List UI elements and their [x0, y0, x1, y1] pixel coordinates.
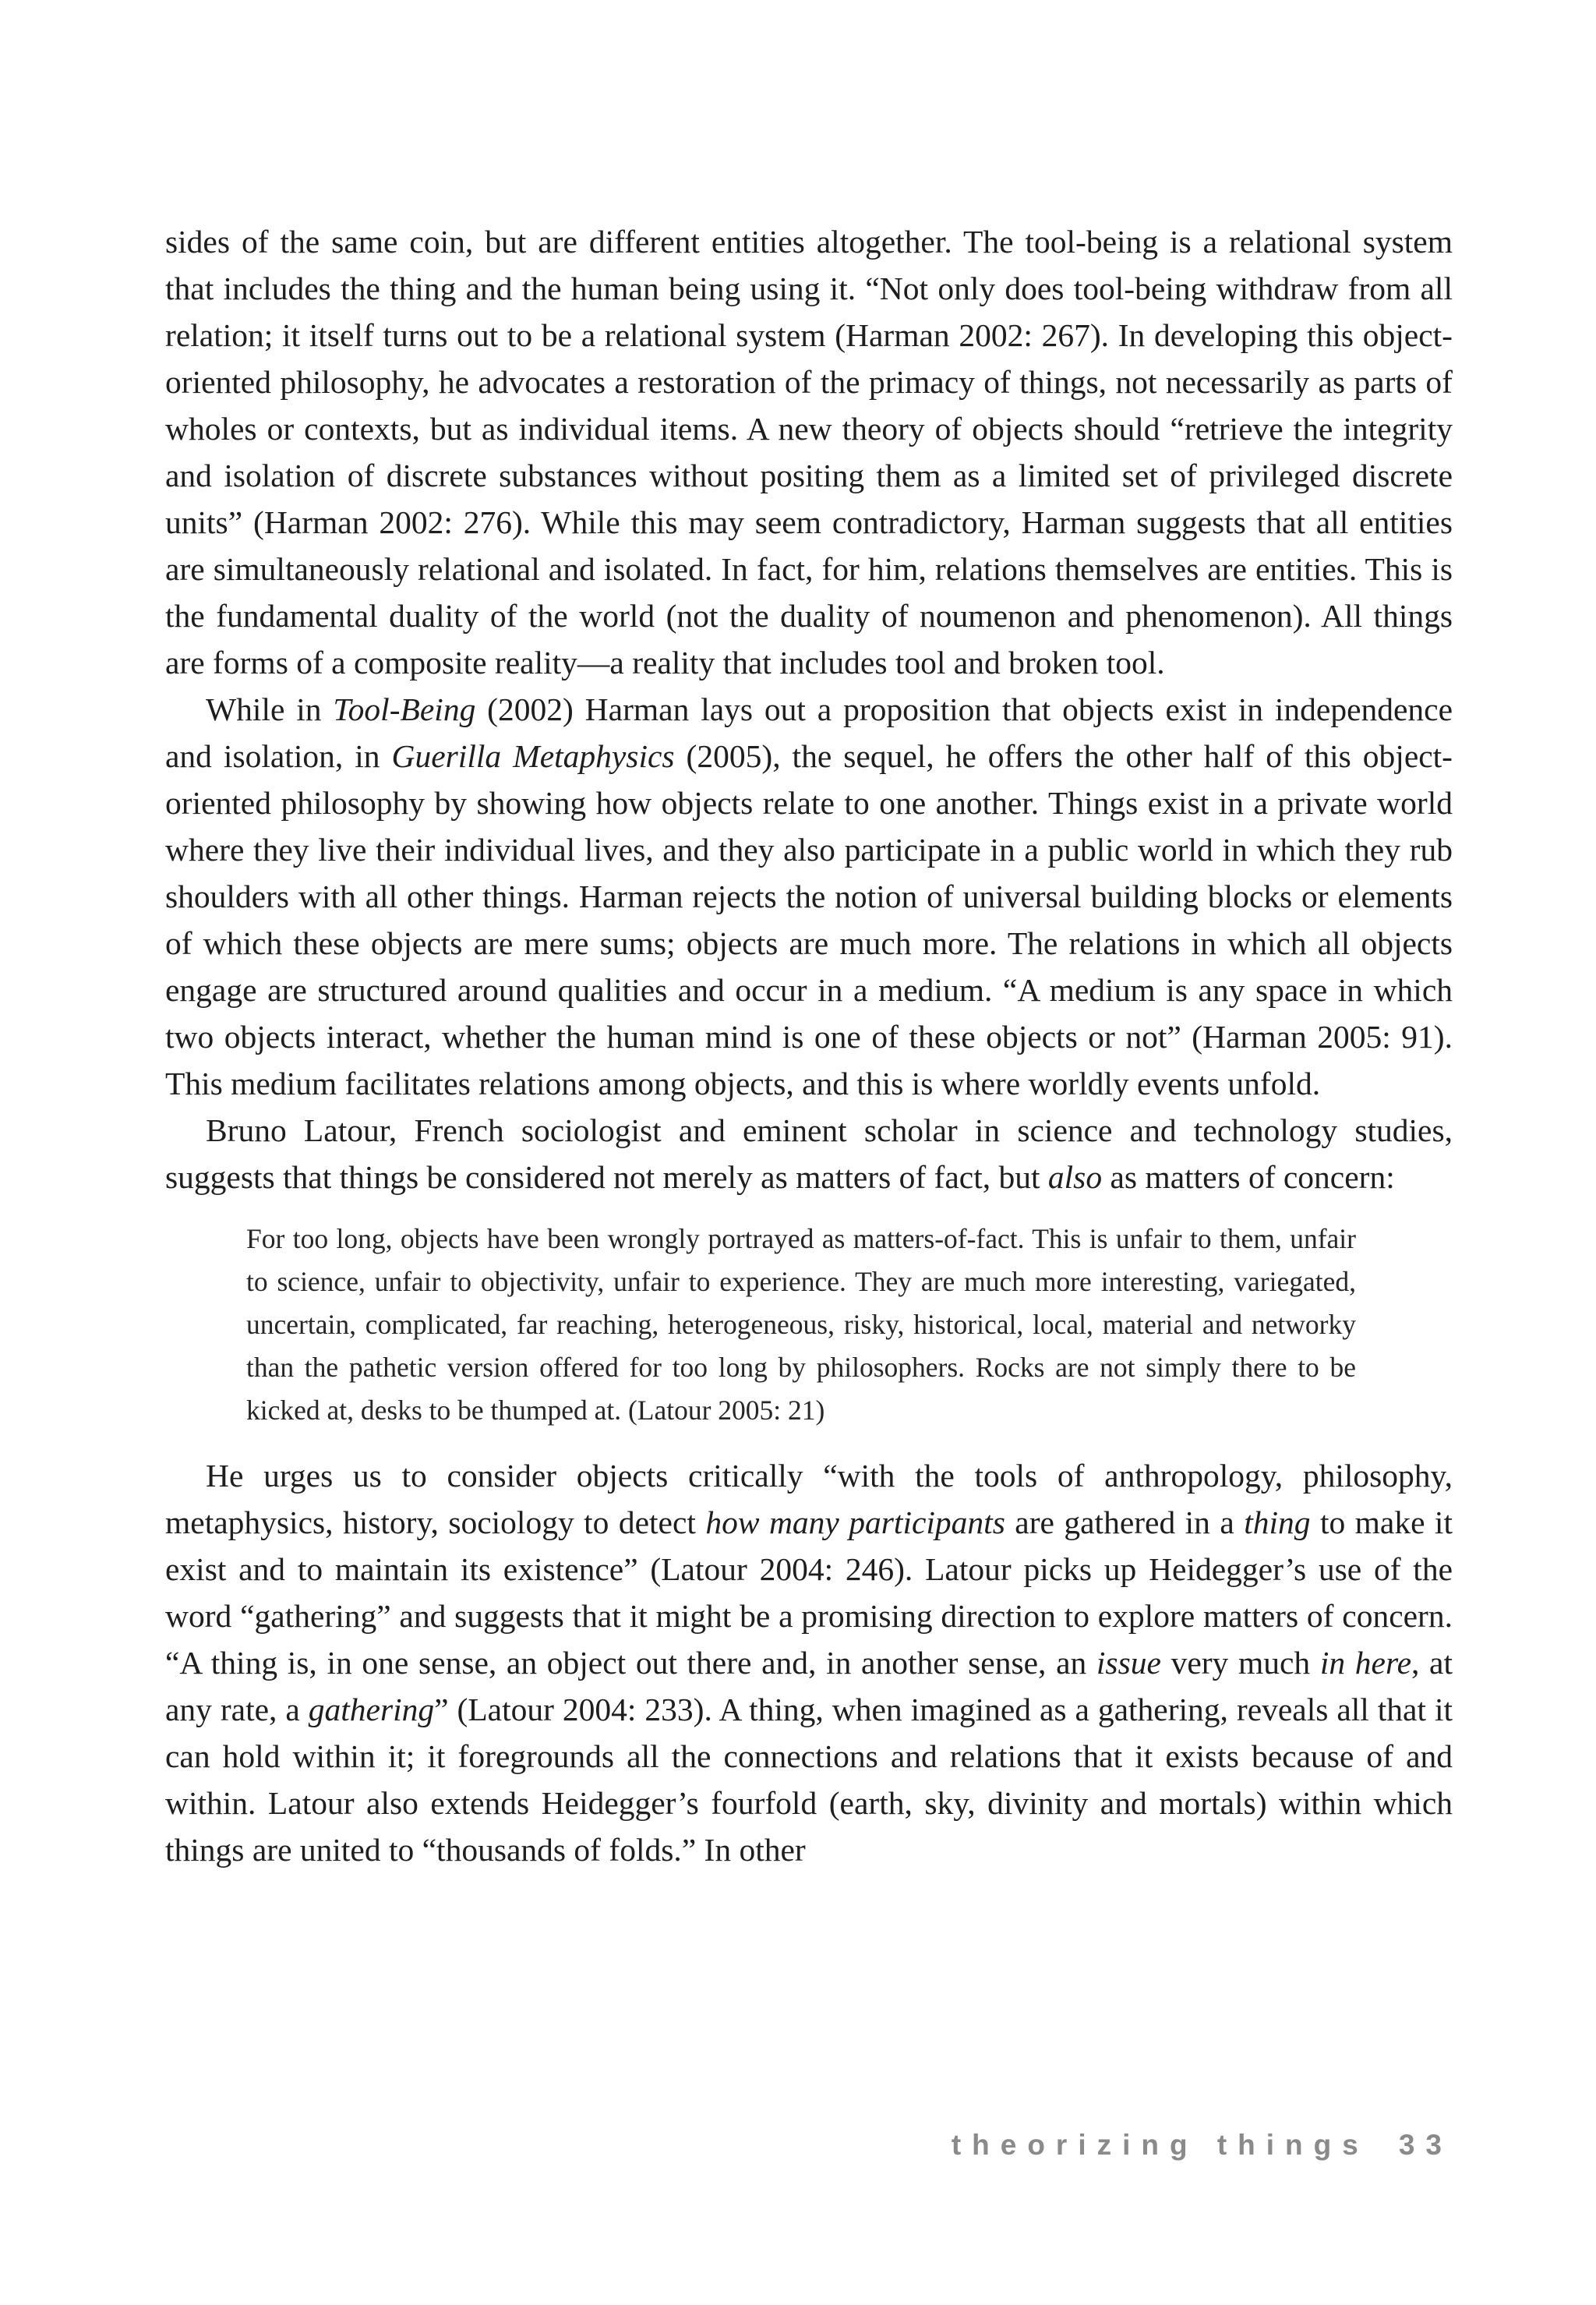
- running-footer: [952, 2129, 1453, 2162]
- text-run: He urges us to consider objects critically “with the tools of anthropology, philosophy, metaphysics, history, sociology to detect: [165, 1458, 1453, 1540]
- text-run: (2002) Harman lays out a proposition that objects exist in independence and isolation, in: [165, 691, 1453, 774]
- book-title-guerilla-metaphysics: Guerilla Metaphysics: [391, 738, 675, 774]
- text-run: Bruno Latour, French sociologist and eminent scholar in science and technology studies, suggests that things be considered not merely as matters of fact, but: [165, 1112, 1453, 1195]
- body-text: [165, 218, 1453, 1873]
- text-run: , at any rate, a: [165, 1645, 1453, 1727]
- emphasis: in here: [1319, 1645, 1411, 1681]
- emphasis: issue: [1096, 1645, 1161, 1681]
- paragraph: [165, 1452, 1453, 1873]
- running-title: theorizing things: [951, 2129, 1369, 2161]
- text-run: to make it exist and to maintain its existence” (Latour 2004: 246). Latour picks up Heidegger’s use of the word “gathering” and suggests that it might be a promising direction to explore matters of concern. “A thing is, in one sense, an object out there and, in another sense, an: [165, 1504, 1453, 1681]
- text-run: (2005), the sequel, he offers the other half of this object-oriented philosophy by showing how objects relate to one another. Things exist in a private world where they live their individual lives, and they also participate in a public world in which they rub shoulders with all other things. Harman rejects the notion of universal building blocks or elements of which these objects are mere sums; objects are much more. The relations in which all objects engage are structured around qualities and occur in a medium. “A medium is any space in which two objects interact, whether the human mind is one of these objects or not” (Harman 2005: 91). This medium facilitates relations among objects, and this is where worldly events unfold.: [165, 738, 1453, 1101]
- emphasis: thing: [1244, 1504, 1311, 1540]
- block-quote: [246, 1218, 1356, 1432]
- emphasis: also: [1047, 1159, 1103, 1195]
- emphasis: how many participants: [705, 1504, 1005, 1540]
- quote-text: For too long, objects have been wrongly portrayed as matters-of-fact. This is unfair to them, unfair to science, unfair to objectivity, unfair to experience. They are much more interesting, variegated, uncertain, complicated, far reaching, heterogeneous, risky, historical, local, material and networky than the pathetic version offered for too long by philosophers. Rocks are not simply there to be kicked at, desks to be thumped at. (Latour 2005: 21): [246, 1223, 1356, 1426]
- text-run: very much: [1160, 1645, 1320, 1681]
- emphasis: gathering: [308, 1692, 435, 1727]
- page-number: 33: [1398, 2129, 1453, 2161]
- paragraph: [165, 218, 1453, 686]
- paragraph: [165, 686, 1453, 1107]
- text-run: ” (Latour 2004: 233). A thing, when imagined as a gathering, reveals all that it can hold within it; it foregrounds all the connections and relations that it exists because of and within. Latour also extends Heidegger’s fourfold (earth, sky, divinity and mortals) within which things are united to “thousands of folds.” In other: [165, 1692, 1453, 1868]
- text-run: sides of the same coin, but are different entities altogether. The tool-being is a relational system that includes the thing and the human being using it. “Not only does tool-being withdraw from all relation; it itself turns out to be a relational system (Harman 2002: 267). In developing this object-oriented philosophy, he advocates a restoration of the primacy of things, not necessarily as parts of wholes or contexts, but as individual items. A new theory of objects should “retrieve the integrity and isolation of discrete substances without positing them as a limited set of privileged discrete units” (Harman 2002: 276). While this may seem contradictory, Harman suggests that all entities are simultaneously relational and isolated. In fact, for him, relations themselves are entities. This is the fundamental duality of the world (not the duality of noumenon and phenomenon). All things are forms of a composite reality—a reality that includes tool and broken tool.: [165, 224, 1453, 681]
- book-title-tool-being: Tool-Being: [333, 691, 476, 727]
- text-run: While in: [206, 691, 334, 727]
- text-run: as matters of concern:: [1102, 1159, 1395, 1195]
- paragraph: [165, 1107, 1453, 1200]
- text-run: are gathered in a: [1005, 1504, 1245, 1540]
